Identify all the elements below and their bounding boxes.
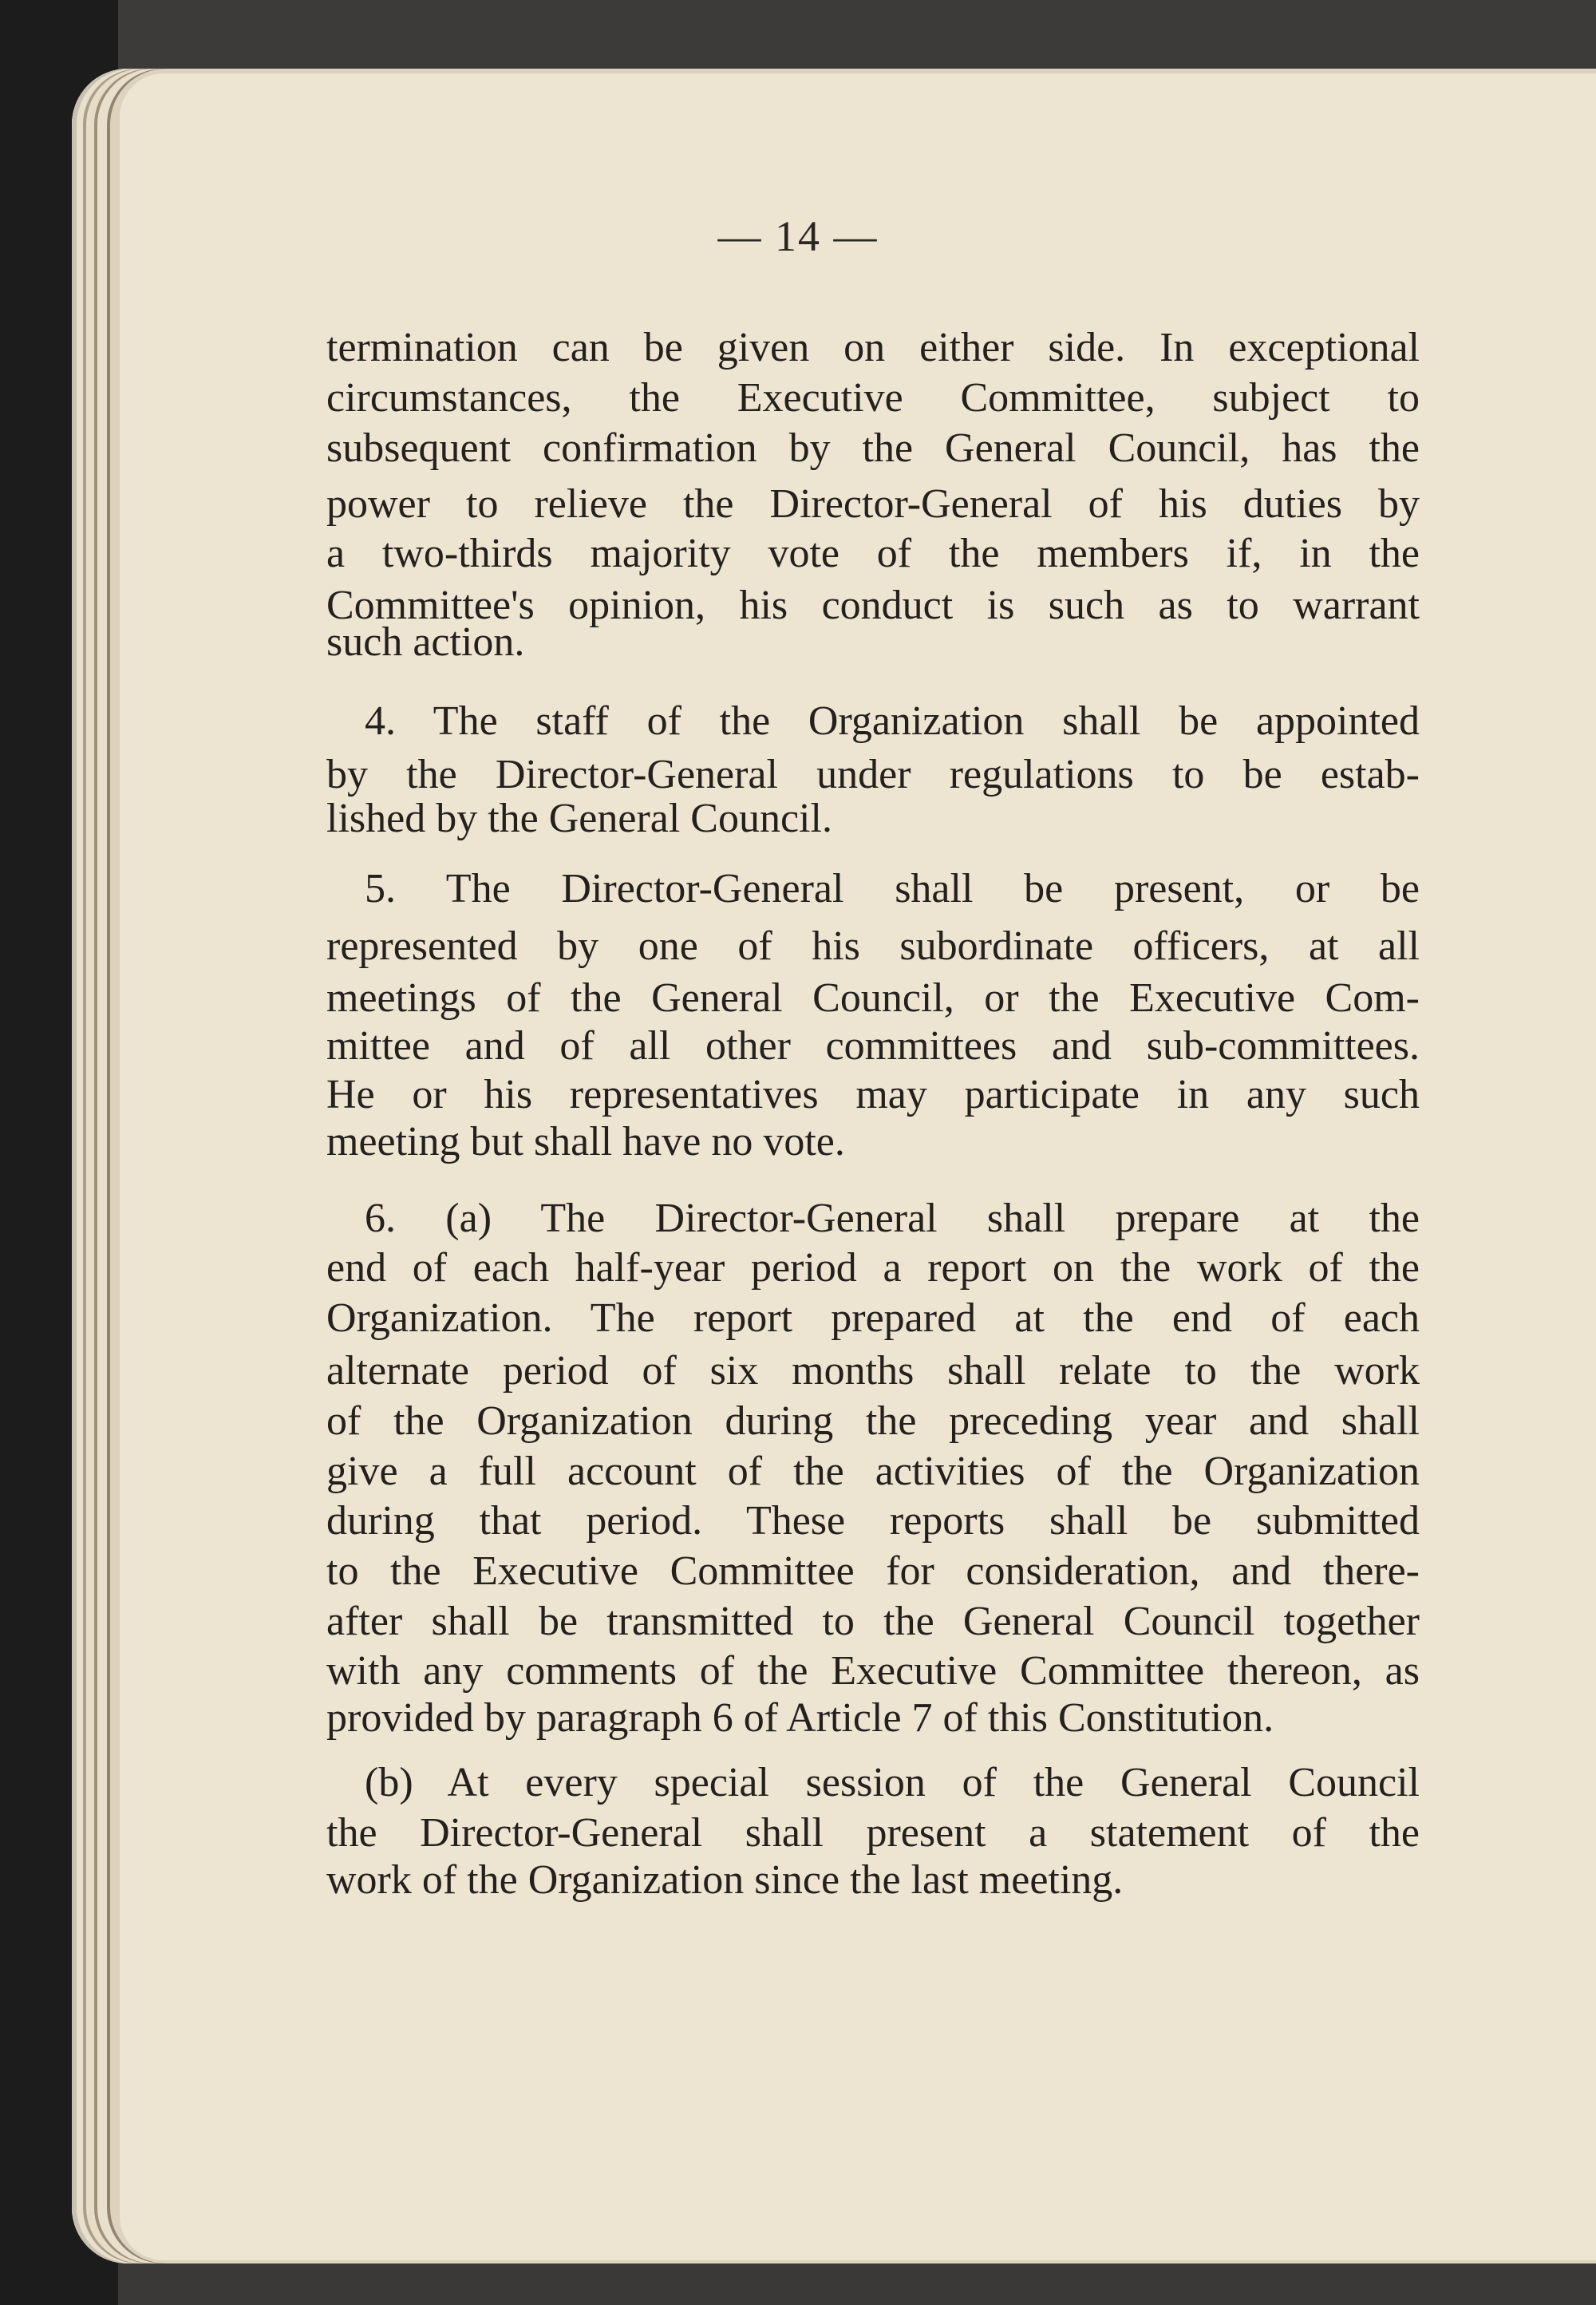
text-line: He or his representatives may participate in any such — [326, 1072, 1420, 1117]
text-line: of the Organization during the preceding year and shall — [326, 1398, 1420, 1444]
text-line: the Director-General shall present a statement of the — [326, 1810, 1420, 1856]
text-line: power to relieve the Director-General of his duties by — [326, 481, 1420, 527]
text-line: provided by paragraph 6 of Article 7 of this Constitution. — [326, 1695, 1274, 1741]
page-number: — 14 — — [717, 212, 879, 260]
text-line: 5. The Director-General shall be present, or be — [365, 866, 1420, 911]
text-line: give a full account of the activities of the Organization — [326, 1449, 1420, 1494]
text-line: meetings of the General Council, or the Executive Com- — [326, 975, 1420, 1021]
text-line: circumstances, the Executive Committee, subject to — [326, 375, 1420, 421]
text-line: to the Executive Committee for consideration, and there- — [326, 1548, 1420, 1594]
text-line: termination can be given on either side. In exceptional — [326, 325, 1420, 370]
book-cover-bottom — [118, 2259, 1596, 2305]
text-line: 4. The staff of the Organization shall be appointed — [365, 698, 1420, 744]
text-line: subsequent confirmation by the General Council, has the — [326, 425, 1420, 471]
text-line: Organization. The report prepared at the end of each — [326, 1295, 1420, 1341]
text-line: such action. — [326, 619, 525, 665]
text-line: represented by one of his subordinate officers, at all — [326, 923, 1420, 969]
text-line: (b) At every special session of the General Council — [365, 1760, 1420, 1805]
text-line: 6. (a) The Director-General shall prepare at the — [365, 1196, 1420, 1241]
text-line: mittee and of all other committees and sub-committees. — [326, 1023, 1420, 1069]
text-line: during that period. These reports shall be submitted — [326, 1498, 1420, 1544]
text-line: alternate period of six months shall relate to the work — [326, 1348, 1420, 1394]
text-line: Committee's opinion, his conduct is such as to warrant — [326, 583, 1420, 628]
text-line: with any comments of the Executive Committee thereon, as — [326, 1648, 1420, 1694]
text-line: a two-thirds majority vote of the members if, in the — [326, 531, 1420, 576]
book-cover-top — [118, 0, 1596, 72]
text-line: end of each half-year period a report on the work of the — [326, 1245, 1420, 1291]
text-line: after shall be transmitted to the General Council together — [326, 1599, 1420, 1644]
text-line: work of the Organization since the last meeting. — [326, 1857, 1124, 1903]
text-line: meeting but shall have no vote. — [326, 1119, 845, 1164]
text-line: by the Director-General under regulations to be estab- — [326, 752, 1420, 797]
text-line: lished by the General Council. — [326, 796, 832, 841]
